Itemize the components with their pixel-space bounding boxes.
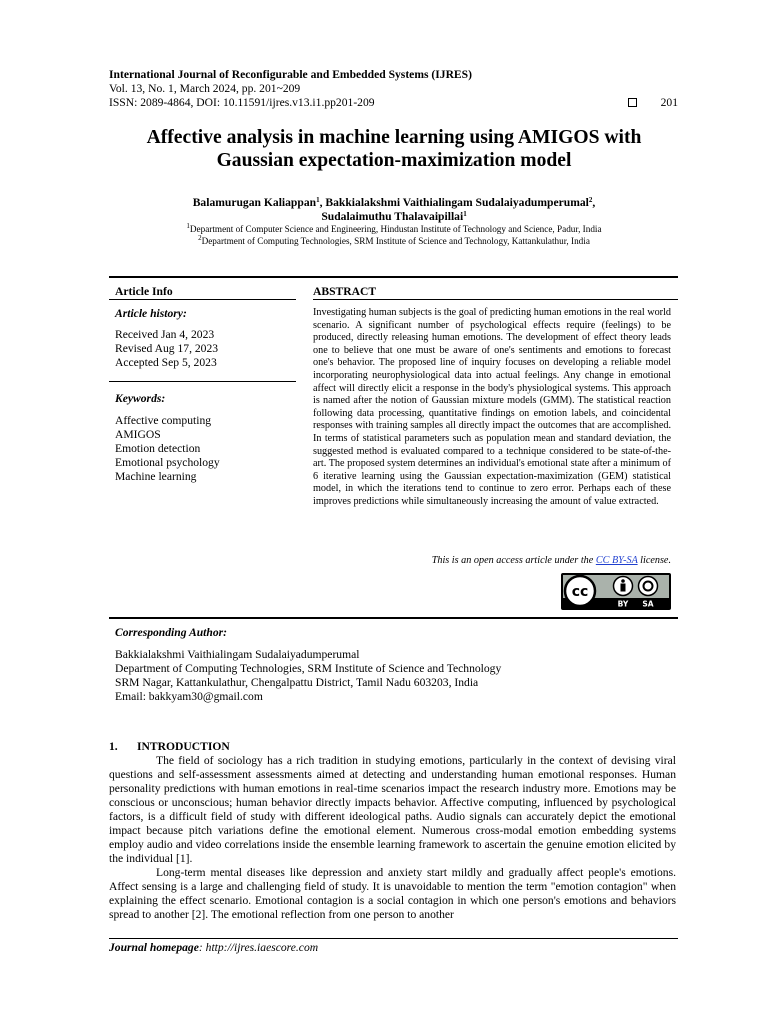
corresponding-email: Email: bakkyam30@gmail.com: [115, 690, 263, 703]
cc-by-sa-badge[interactable]: [561, 573, 671, 610]
by-person-head: [621, 579, 625, 583]
affiliation-1: [100, 223, 688, 235]
abstract-heading: ABSTRACT: [313, 285, 377, 298]
frame-bottom-rule: [109, 617, 678, 619]
corresponding-author-heading: Corresponding Author:: [115, 626, 228, 639]
keywords-heading: Keywords:: [115, 392, 166, 405]
cc-by-sa-link[interactable]: CC BY-SA: [595, 555, 638, 566]
corresponding-name: Bakkialakshmi Vaithialingam Sudalaiyadumperumal: [115, 648, 360, 661]
section-title: INTRODUCTION: [137, 740, 230, 753]
sa-share-alike-icon: [639, 577, 658, 596]
badge-sa-label: SA: [642, 599, 654, 609]
keyword-item: Emotional psychology: [115, 456, 220, 469]
page-number: 201: [660, 96, 678, 109]
intro-paragraph-1: The field of sociology has a rich tradition in studying emotions, particularly in the context of devising viral questions and self-assessment assessments aimed at detecting and understanding human emotional responses. Human personality predictions with human emotions in real-time scenarios impact the research industry more. Emotions may be conscious or unconscious; human behavior directly impacts behavior. Affective computing, influenced by psychological factors, is a difficult field of study with different ideological paths. Audio signals can accurately depict the emotional impact because pitch variations define the emotional element. Numerous cross-modal emotion embedding systems employ audio and video correlations inside the ensemble learning framework to ascertain the genuine emotion elicited by the individual [1].: [109, 754, 676, 865]
affiliations: [100, 223, 688, 247]
section-number: 1.: [109, 740, 118, 753]
intro-paragraph-2: Long-term mental diseases like depression and anxiety start mildly and gradually affect people's emotions. Affect sensing is a large and challenging field of study. It is unavoidable to mention the term "emotion contagion" when explaining the effect scenario. Emotional contagion is a social contagion in which one person's emotions and behaviors spread to another [2]. The emotional reflection from one person to another: [109, 866, 676, 921]
cc-letters: cc: [571, 584, 589, 600]
keywords-list: [115, 414, 220, 484]
journal-homepage: [109, 941, 318, 955]
article-history-heading: Article history:: [115, 307, 187, 320]
homepage-url[interactable]: http://ijres.iaescore.com: [205, 941, 319, 954]
footer-rule: [109, 938, 678, 939]
keyword-item: Affective computing: [115, 414, 212, 427]
author-separator: ,: [592, 196, 596, 209]
article-info-heading: Article Info: [115, 285, 173, 298]
affiliation-1-sup: 1: [186, 222, 190, 230]
by-person-body: [621, 584, 626, 592]
open-access-prefix: This is an open access article under the: [431, 555, 596, 566]
title-line-1: Affective analysis in machine learning using AMIGOS with: [146, 127, 642, 148]
paper-title: [100, 126, 688, 172]
homepage-label: Journal homepage: [109, 941, 199, 954]
journal-name: International Journal of Reconfigurable and Embedded Systems (IJRES): [109, 68, 472, 81]
info-heading-rule: [109, 299, 296, 300]
affiliation-2-text: Department of Computing Technologies, SRM Institute of Science and Technology, Kattankulathur, India: [201, 236, 590, 246]
author-3-sup: 1: [463, 210, 467, 218]
introduction-body: [109, 754, 676, 922]
title-line-2: Gaussian expectation-maximization model: [216, 150, 572, 171]
keyword-item: AMIGOS: [115, 428, 161, 441]
affiliation-2: [100, 235, 688, 247]
author-separator: ,: [319, 196, 326, 209]
page-number-group: [628, 96, 678, 110]
volume-line: Vol. 13, No. 1, March 2024, pp. 201~209: [109, 82, 301, 95]
author-line-1: [100, 196, 688, 210]
article-history-list: [115, 328, 218, 370]
issn-text: ISSN: 2089-4864, DOI: 10.11591/ijres.v13.i1.pp201-209: [109, 96, 375, 109]
corresponding-address: SRM Nagar, Kattankulathur, Chengalpattu District, Tamil Nadu 603203, India: [115, 676, 479, 689]
author-2-sup: 2: [588, 196, 593, 204]
history-received: Received Jan 4, 2023: [115, 328, 215, 341]
keyword-item: Emotion detection: [115, 442, 201, 455]
history-accepted: Accepted Sep 5, 2023: [115, 356, 217, 369]
corresponding-department: Department of Computing Technologies, SRM Institute of Science and Technology: [115, 662, 502, 675]
badge-by-label: BY: [617, 599, 629, 609]
affiliation-1-text: Department of Computer Science and Engineering, Hindustan Institute of Technology and Science, Padur, India: [189, 224, 602, 234]
open-access-suffix: license.: [637, 555, 671, 566]
introduction-heading: [109, 740, 230, 754]
author-3: Sudalaimuthu Thalavaipillai: [321, 210, 464, 223]
cc-badge-graphic: [561, 573, 671, 610]
open-access-note: [313, 554, 671, 567]
square-box-icon: [628, 98, 637, 107]
homepage-separator: :: [198, 941, 206, 954]
corresponding-author-details: [115, 648, 501, 704]
frame-top-rule: [109, 276, 678, 278]
author-list: [100, 196, 688, 224]
affiliation-2-sup: 2: [198, 234, 202, 242]
author-2: Bakkialakshmi Vaithialingam Sudalaiyadumperumal: [325, 196, 589, 209]
abstract-text: Investigating human subjects is the goal of predicting human emotions in the real world scenario. A significant number of psychological effects require (feelings) to be produced, directly releasing human emotions. The development of effect theory leads one to believe that one must be aware of one's sentiments and emotions to forecast one's behavior. The proposed line of inquiry focuses on developing a reliable model incorporating neurophysiological data into actual feelings. Any change in emotional affect will directly elicit a response in the body's physiological systems. This approach is named after the notion of Gaussian mixture models (GMM). The statistical reaction following data processing, quantitative findings on emotion labels, and coincidental responses with training samples all directly impact the outcomes that are accomplished. In terms of statistical parameters such as population mean and standard deviation, the suggested method is evaluated compared to a technique considered to be state-of-the-art. The proposed system determines an individual's emotional state after a minimum of 6 iterative learning using the Gaussian expectation-maximization (GEM) statistical model, in which the iterations tend to continue to zero error. Perhaps each of these improves predictions while simultaneously increasing the amount of value extracted.: [313, 307, 671, 507]
history-revised: Revised Aug 17, 2023: [115, 342, 219, 355]
author-1-sup: 1: [316, 196, 320, 204]
abstract-heading-rule: [313, 299, 678, 300]
author-1: Balamurugan Kaliappan: [192, 196, 317, 209]
history-keywords-rule: [109, 381, 296, 382]
issn-line: [109, 96, 678, 110]
keyword-item: Machine learning: [115, 470, 197, 483]
